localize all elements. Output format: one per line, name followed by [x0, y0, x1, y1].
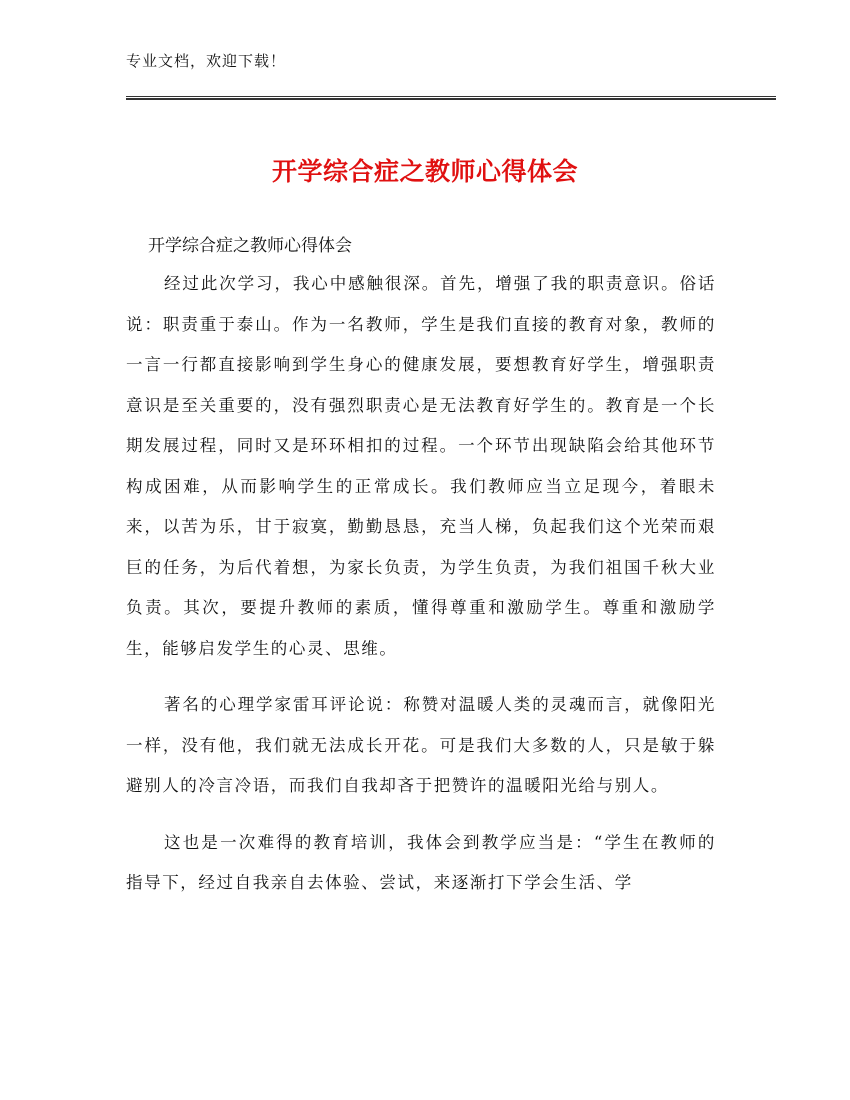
page-header-text: 专业文档，欢迎下载！ — [126, 52, 287, 70]
document-body — [126, 228, 716, 920]
document-title: 开学综合症之教师心得体会 — [271, 157, 578, 186]
document-subheading: 开学综合症之教师心得体会 — [148, 236, 352, 256]
header-divider — [126, 96, 776, 100]
paragraph-2: 著名的心理学家雷耳评论说：称赞对温暖人类的灵魂而言，就像阳光一样，没有他，我们就无法成长开花。可是我们大多数的人，只是敏于躲避别人的冷言冷语，而我们自我却吝于把赞许的温暖阳光给与别人。 — [126, 695, 716, 795]
paragraph-3: 这也是一次难得的教育培训，我体会到教学应当是：“学生在教师的指导下，经过自我亲自去体验、尝试，来逐渐打下学会生活、学 — [126, 832, 716, 892]
paragraph-1: 经过此次学习，我心中感触很深。首先，增强了我的职责意识。俗话说：职责重于泰山。作为一名教师，学生是我们直接的教育对象，教师的一言一行都直接影响到学生身心的健康发展，要想教育好学生，增强职责意识是至关重要的，没有强烈职责心是无法教育好学生的。教育是一个长期发展过程，同时又是环环相扣的过程。一个环节出现缺陷会给其他环节构成困难，从而影响学生的正常成长。我们教师应当立足现今，着眼未来，以苦为乐，甘于寂寞，勤勤恳恳，充当人梯，负起我们这个光荣而艰巨的任务，为后代着想，为家长负责，为学生负责，为我们祖国千秋大业负责。其次，要提升教师的素质，懂得尊重和激励学生。尊重和激励学生，能够启发学生的心灵、思维。 — [126, 274, 716, 658]
